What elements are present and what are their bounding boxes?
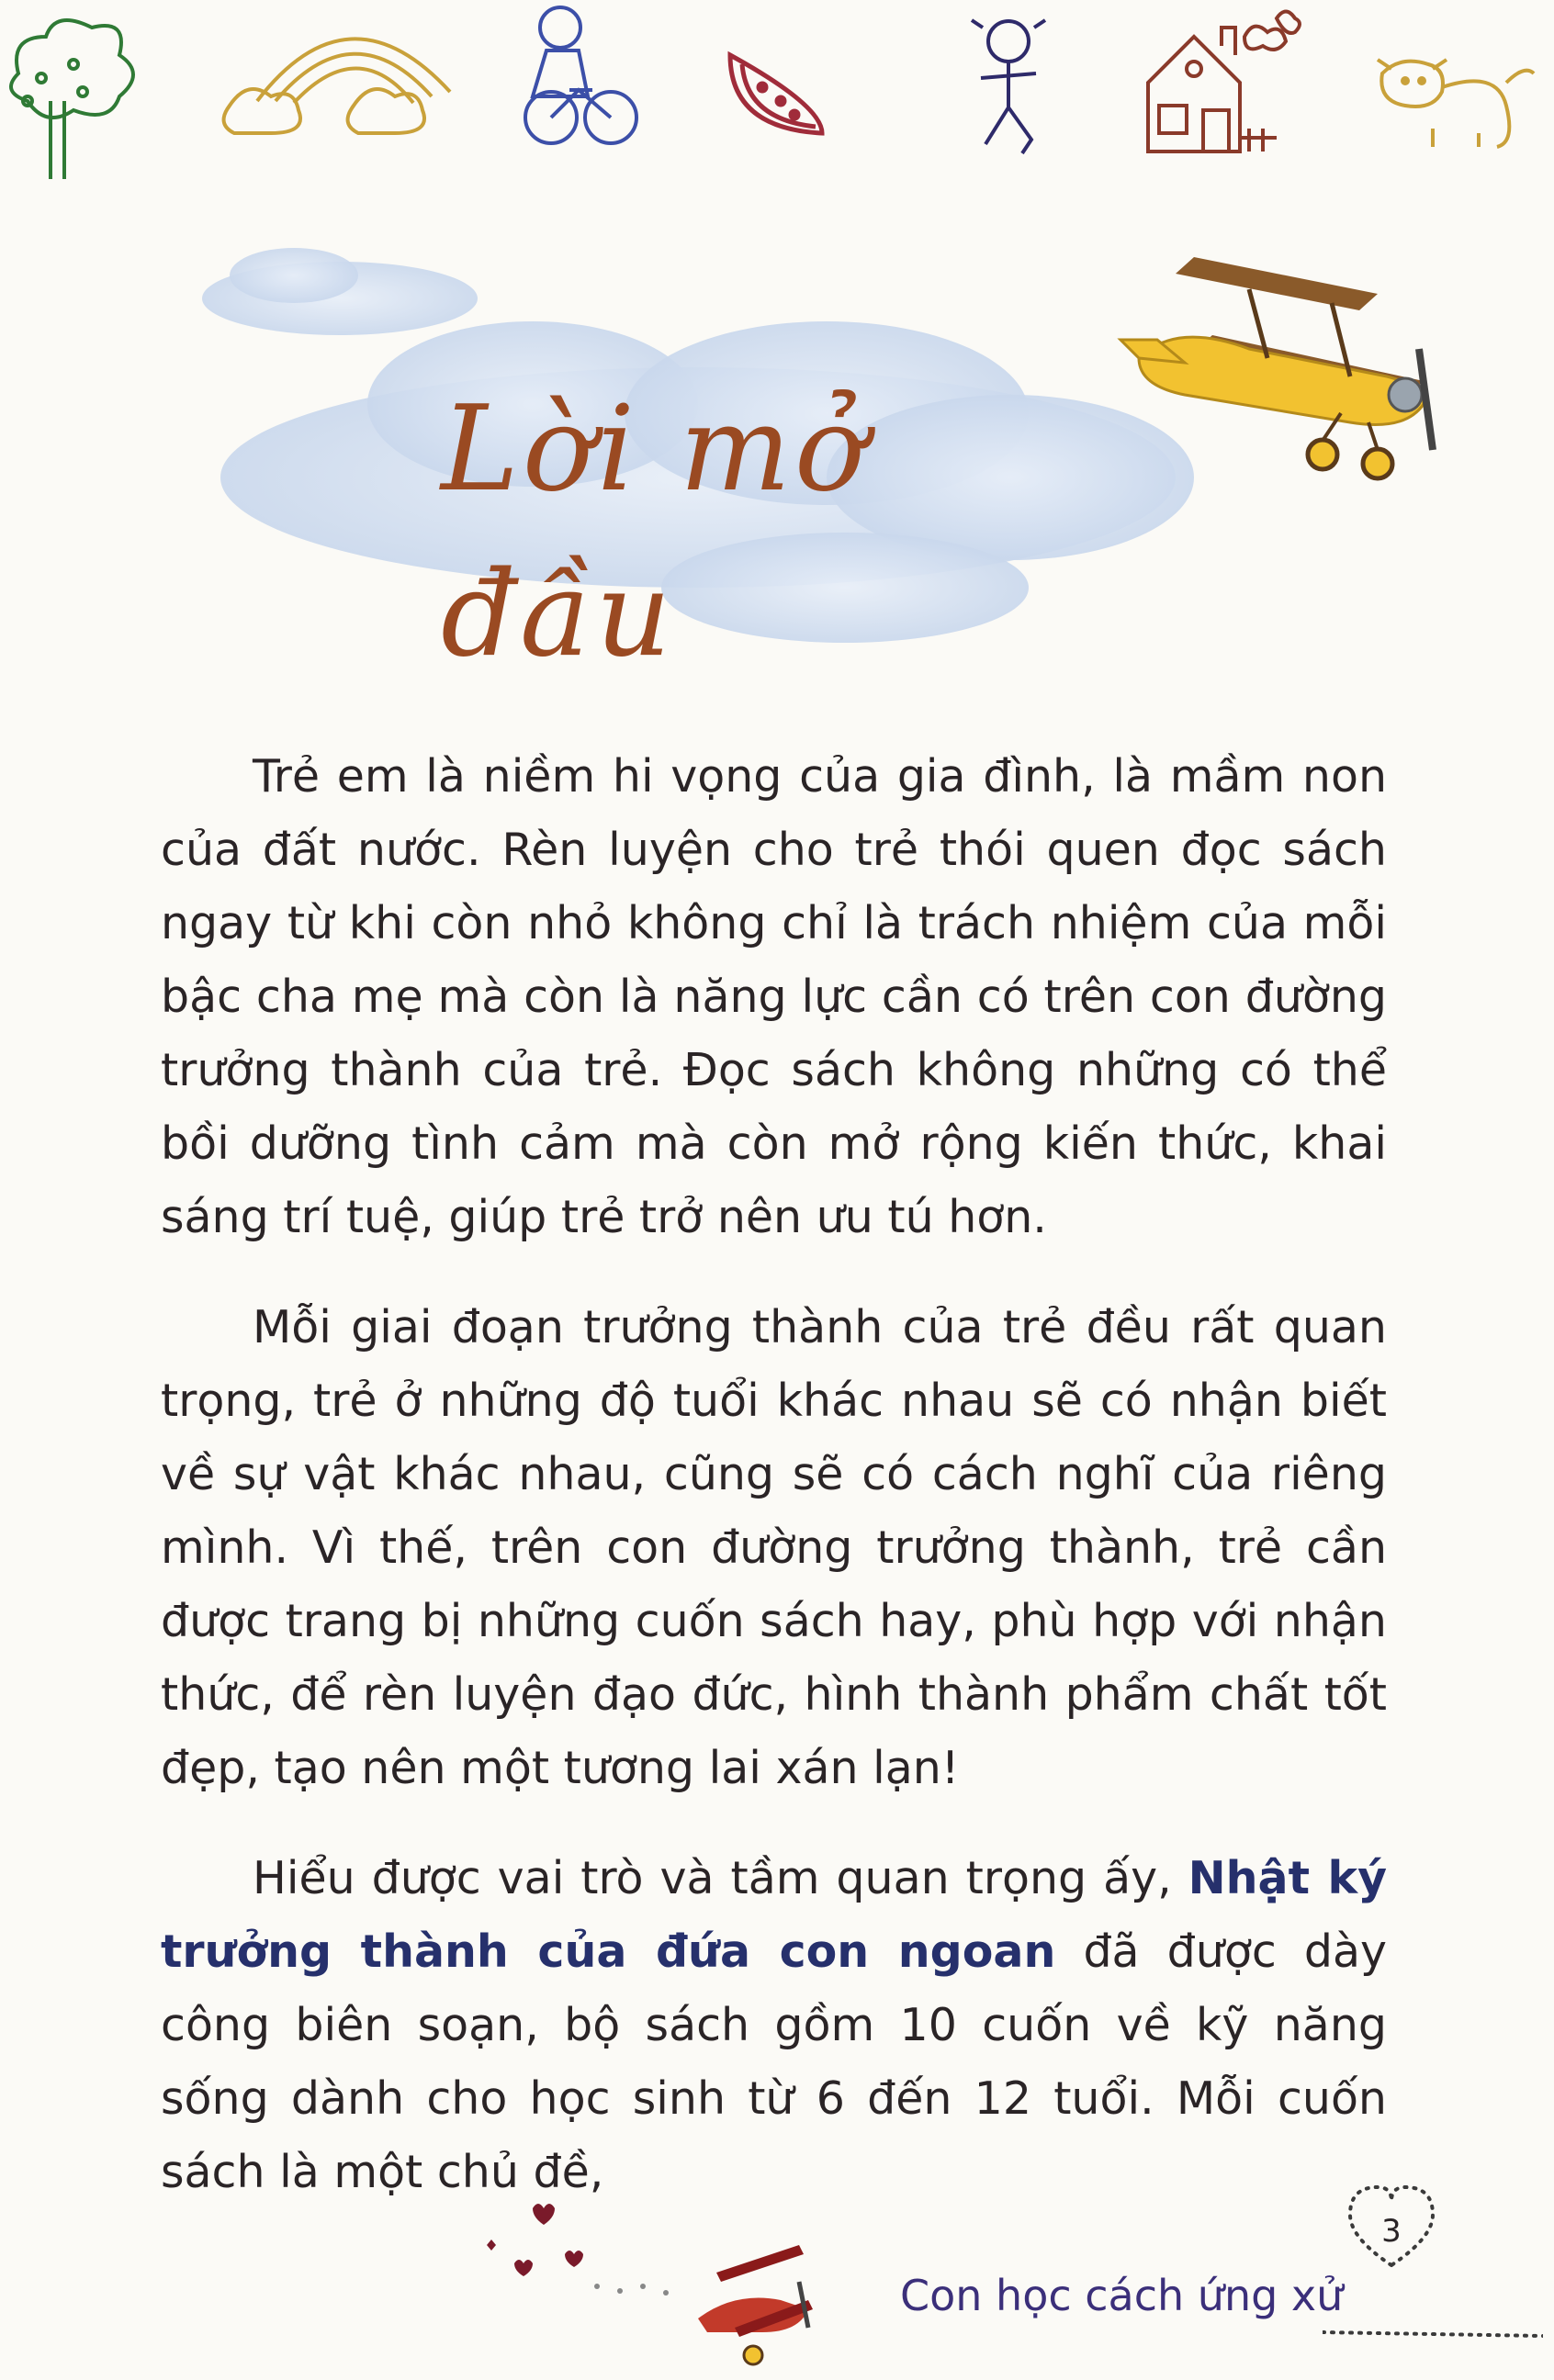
paragraph-3 xyxy=(161,1842,1387,2209)
small-biplane-icon xyxy=(698,2245,813,2364)
paragraph-3-rest: đã được dày công biên soạn, bộ sách gồm 10 cuốn về kỹ năng sống dành cho học sinh từ 6 đến 12 tuổi. Mỗi cuốn sách là một chủ đề, xyxy=(161,1925,1387,2198)
paragraph-1: Trẻ em là niềm hi vọng của gia đình, là mầm non của đất nước. Rèn luyện cho trẻ thói quen đọc sách ngay từ khi còn nhỏ không chỉ là trách nhiệm của mỗi bậc cha mẹ mà còn là năng lực cần có trên con đường trưởng thành của trẻ. Đọc sách không những có thể bồi dưỡng tình cảm mà còn mở rộng kiến thức, khai sáng trí tuệ, giúp trẻ trở nên ưu tú hơn. xyxy=(161,750,1387,1243)
series-title-highlight: Nhật ký trưởng thành của đứa con ngoan xyxy=(161,1852,1388,1978)
footer-dotted-line xyxy=(1323,2323,1543,2341)
book-title-footer: Con học cách ứng xử xyxy=(900,2271,1344,2320)
page-number: 3 xyxy=(1381,2213,1402,2250)
rainbow-icon xyxy=(224,39,450,133)
house-icon xyxy=(1148,12,1300,152)
header-doodles xyxy=(0,0,1554,184)
dog-icon xyxy=(1378,60,1534,147)
paragraph-2: Mỗi giai đoạn trưởng thành của trẻ đều rất quan trọng, trẻ ở những độ tuổi khác nhau sẽ có nhận biết về sự vật khác nhau, cũng sẽ có cách nghĩ của riêng mình. Vì thế, trên con đường trưởng thành, trẻ cần được trang bị những cuốn sách hay, phù hợp với nhận thức, để rèn luyện đạo đức, hình thành phẩm chất tốt đẹp, tạo nên một tương lai xán lạn! xyxy=(161,1301,1387,1794)
page-title: Lời mở đầu xyxy=(441,381,870,683)
tree-icon xyxy=(11,20,133,179)
girl-running-icon xyxy=(972,20,1045,153)
paragraph-3-intro: Hiểu được vai trò và tầm quan trọng ấy, xyxy=(253,1852,1188,1904)
child-on-bicycle-icon xyxy=(525,7,636,143)
biplane-illustration xyxy=(1111,248,1497,487)
footer-hearts-plane-decoration xyxy=(478,2190,845,2374)
preface-body xyxy=(161,740,1387,2246)
watermelon-slice-icon xyxy=(730,55,822,133)
